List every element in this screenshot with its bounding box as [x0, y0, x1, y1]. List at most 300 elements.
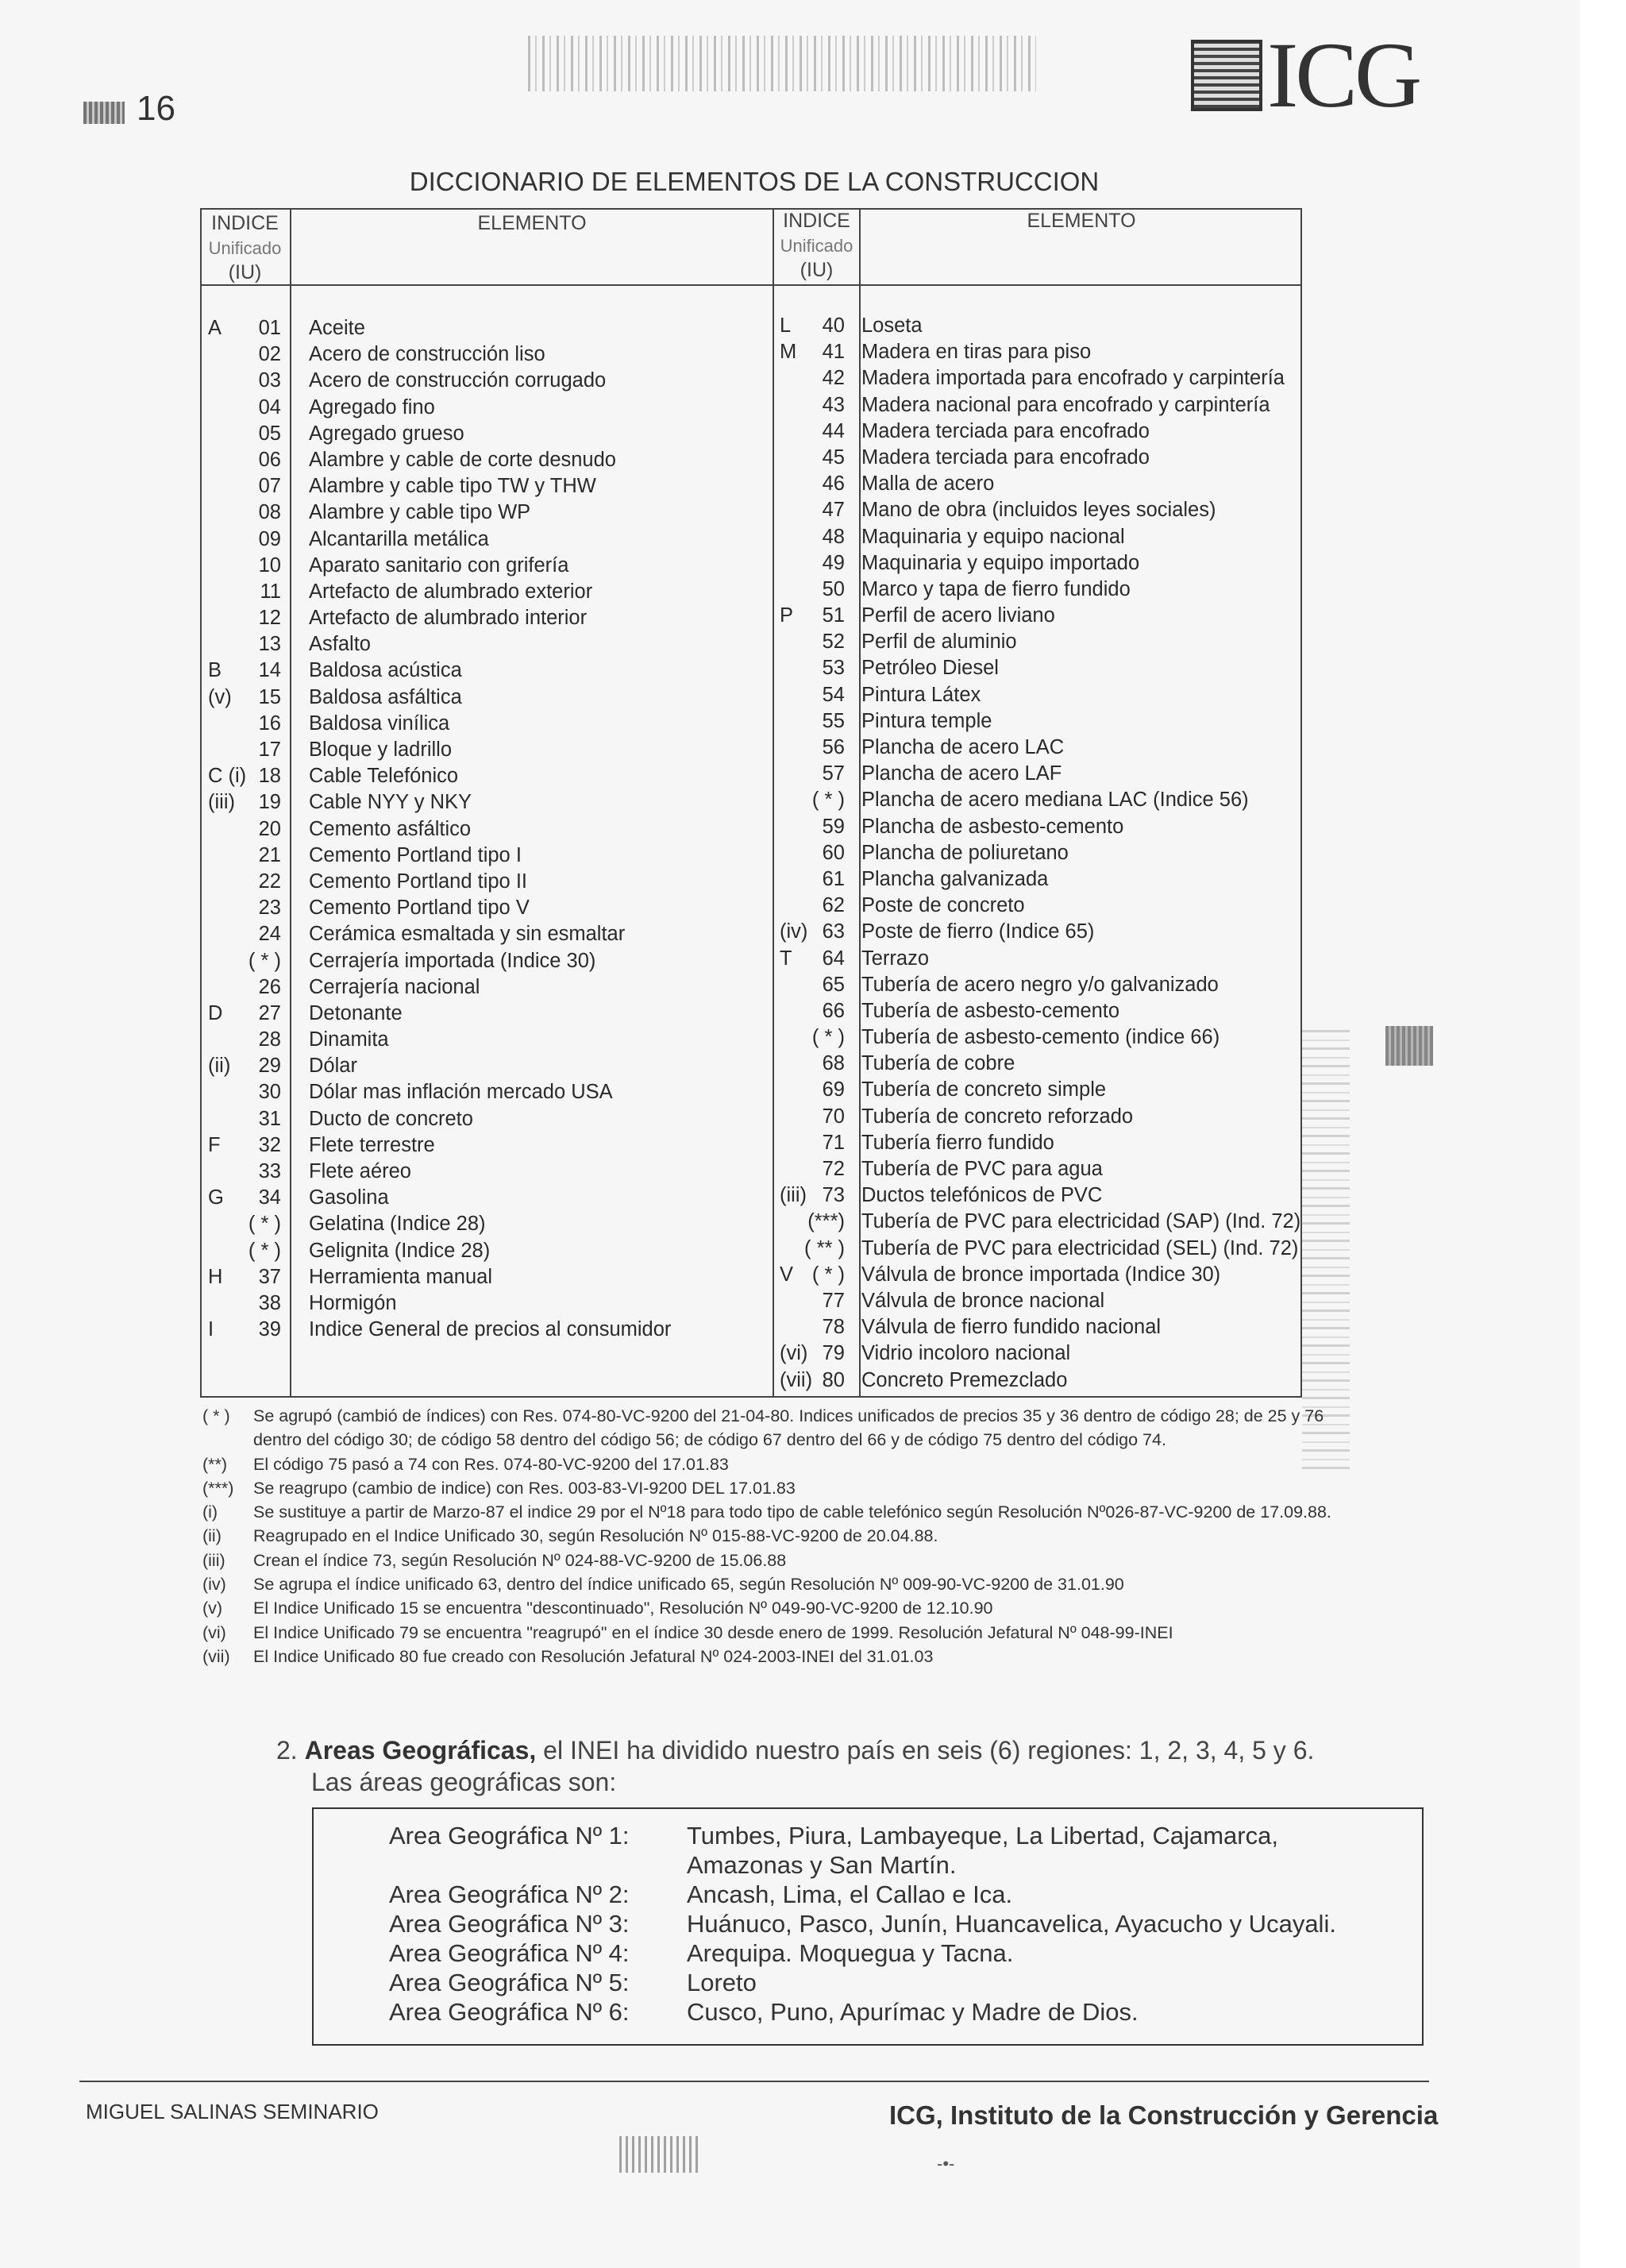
table-row: [208, 1001, 764, 1027]
footer-mark: -•-: [937, 2154, 955, 2174]
row-element: Dólar mas inflación mercado USA: [309, 1081, 613, 1104]
footnotes: [202, 1404, 1362, 1668]
row-index: 68: [822, 1052, 845, 1075]
row-index: 42: [822, 367, 845, 390]
row-element: Tubería de concreto reforzado: [861, 1105, 1134, 1128]
row-index: 41: [822, 341, 845, 364]
row-index: 01: [258, 317, 281, 339]
row-letter: P: [780, 604, 794, 627]
footnote-marker: (vii): [202, 1646, 230, 1666]
row-element: Perfil de acero liviano: [861, 604, 1055, 627]
footnote-text: Se agrupó (cambió de índices) con Res. 074-80-VC-9200 del 21-04-80. Indices unificados de precios 35 y 36 dentro de código 28; de 25 y 76 dentro del código 30; de código 58 dentro del código 56; de código 67 dentro del 66 y de código 75 dentro del código 74.: [253, 1406, 1324, 1450]
row-index: 32: [258, 1133, 281, 1156]
row-element: Ductos telefónicos de PVC: [861, 1184, 1103, 1207]
footnote-text: El código 75 pasó a 74 con Res. 074-80-VC-9200 del 17.01.83: [253, 1454, 729, 1474]
row-index: 03: [258, 369, 281, 392]
row-element: Madera importada para encofrado y carpintería: [861, 367, 1285, 390]
footnote-marker: (iv): [202, 1575, 226, 1595]
row-letter: V: [780, 1263, 794, 1286]
table-row: [208, 1290, 764, 1317]
row-index: (***): [807, 1210, 845, 1233]
table-row: [780, 313, 1304, 339]
header-indice-label: INDICE: [211, 212, 279, 234]
areas-box: [312, 1807, 1424, 2046]
page-number: 16: [137, 89, 175, 128]
row-index: 26: [258, 975, 281, 998]
section-line-2: Las áreas geográficas son:: [311, 1768, 617, 1796]
footer-divider: [79, 2081, 1429, 2082]
area-label: Area Geográfica Nº 3:: [389, 1910, 630, 1938]
row-element: Agregado fino: [309, 395, 435, 418]
row-element: Tubería de acero negro y/o galvanizado: [861, 973, 1219, 996]
row-index: 07: [258, 475, 281, 498]
row-index: 29: [258, 1055, 281, 1078]
row-letter: B: [208, 659, 222, 682]
table-row: [208, 631, 764, 658]
table-row: [780, 603, 1304, 629]
table-row: [780, 708, 1304, 735]
header-elemento-right: ELEMENTO: [1027, 210, 1136, 232]
table-row: [780, 1130, 1304, 1156]
table-row: [208, 711, 764, 737]
footnote: [202, 1621, 1362, 1645]
row-element: Herramienta manual: [309, 1265, 493, 1288]
row-element: Plancha de asbesto-cemento: [861, 815, 1124, 838]
footnote-text: Se reagrupo (cambio de indice) con Res. 003-83-VI-9200 DEL 17.01.83: [253, 1478, 796, 1498]
row-index: 12: [258, 607, 281, 630]
row-index: 72: [822, 1158, 845, 1180]
row-element: Bloque y ladrillo: [309, 739, 453, 761]
row-element: Detonante: [309, 1001, 403, 1024]
table-row: [208, 526, 764, 553]
row-index: 38: [258, 1291, 281, 1314]
table-row: [208, 658, 764, 684]
right-column-rows: [780, 313, 1304, 1394]
footnote-marker: (ii): [202, 1526, 222, 1546]
area-value: Amazonas y San Martín.: [687, 1851, 957, 1879]
row-index: 43: [822, 393, 845, 416]
row-element: Cable Telefónico: [309, 765, 459, 788]
table-row: [780, 1024, 1304, 1051]
header-indice-left: [200, 211, 290, 285]
area-label: Area Geográfica Nº 5:: [389, 1969, 630, 1996]
row-element: Tubería de cobre: [861, 1052, 1015, 1075]
area-value: Huánuco, Pasco, Junín, Huancavelica, Ayacucho y Ucayali.: [687, 1910, 1336, 1938]
row-element: Alambre y cable tipo TW y THW: [309, 475, 596, 498]
row-index: 11: [260, 580, 281, 603]
footer-institute: ICG, Instituto de la Construcción y Gerencia: [889, 2100, 1439, 2130]
row-element: Válvula de bronce nacional: [861, 1289, 1105, 1312]
table-row: [208, 1317, 764, 1343]
table-row: [780, 365, 1304, 392]
row-letter: A: [208, 317, 222, 339]
table-row: [780, 946, 1304, 972]
row-letter: F: [208, 1133, 221, 1156]
footnote: [202, 1404, 1362, 1452]
row-index: 80: [822, 1368, 845, 1391]
row-index: 48: [822, 525, 845, 548]
row-letter: (iii): [208, 791, 235, 814]
table-row: [780, 524, 1304, 550]
row-letter: (vii): [780, 1368, 813, 1391]
row-index: 62: [822, 894, 845, 917]
row-index: 30: [258, 1081, 281, 1104]
section-heading: Areas Geográficas,: [304, 1736, 537, 1765]
row-element: Cerámica esmaltada y sin esmaltar: [309, 923, 626, 946]
footnote-text: El Indice Unificado 15 se encuentra "descontinuado", Resolución Nº 049-90-VC-9200 de 12.10.90: [253, 1599, 993, 1618]
footnote: [202, 1549, 1362, 1572]
row-index: 69: [822, 1078, 845, 1101]
table-row: [208, 579, 764, 605]
row-element: Perfil de aluminio: [861, 631, 1017, 654]
section-areas: [276, 1734, 1372, 1798]
table-row: [208, 685, 764, 711]
section-line-1: [276, 1734, 1372, 1766]
row-letter: G: [208, 1186, 224, 1209]
header-elemento-left: ELEMENTO: [477, 212, 587, 234]
row-element: Loseta: [861, 314, 923, 337]
row-index: 09: [258, 527, 281, 550]
table-row: [208, 473, 764, 499]
table-row: [780, 1104, 1304, 1130]
table-row: [780, 655, 1304, 681]
table-row: [780, 1288, 1304, 1314]
row-letter: M: [780, 341, 797, 364]
table-row: [780, 550, 1304, 577]
area-value: Arequipa. Moquegua y Tacna.: [687, 1939, 1014, 1967]
row-index: 71: [822, 1131, 845, 1154]
row-letter: (iv): [780, 920, 808, 943]
table-row: [780, 1367, 1304, 1394]
row-element: Mano de obra (incluidos leyes sociales): [861, 499, 1216, 522]
scan-artifact: [1385, 1026, 1433, 1066]
row-index: 64: [822, 947, 845, 970]
row-index: 78: [822, 1316, 845, 1339]
table-row: [208, 447, 764, 473]
row-index: 19: [258, 791, 281, 814]
table-row: [208, 499, 764, 526]
globe-icon: [1191, 40, 1262, 111]
row-index: 45: [822, 446, 845, 469]
row-element: Plancha de acero LAF: [861, 762, 1062, 785]
table-row: [780, 972, 1304, 998]
row-index: 70: [822, 1105, 845, 1128]
row-element: Madera terciada para encofrado: [861, 419, 1150, 442]
header-unificado-label: Unificado: [780, 236, 853, 256]
table-row: [208, 605, 764, 631]
footnote: [202, 1452, 1362, 1476]
row-letter: (ii): [208, 1055, 231, 1078]
row-element: Pintura Látex: [861, 683, 981, 706]
table-row: [208, 341, 764, 368]
row-letter: I: [208, 1318, 214, 1341]
table-row: [780, 682, 1304, 708]
row-letter: C (i): [208, 765, 247, 788]
area-label: Area Geográfica Nº 6:: [389, 1998, 630, 2026]
row-element: Asfalto: [309, 633, 371, 656]
row-index: 08: [258, 501, 281, 524]
table-row: [208, 1211, 764, 1237]
row-element: Gelignita (Indice 28): [309, 1239, 491, 1262]
table-row: [780, 735, 1304, 761]
table-row: [780, 339, 1304, 365]
row-element: Tubería de asbesto-cemento: [861, 999, 1120, 1022]
row-element: Maquinaria y equipo importado: [861, 551, 1140, 574]
row-index: 21: [258, 843, 281, 866]
row-element: Plancha de poliuretano: [861, 841, 1069, 864]
row-index: 31: [258, 1107, 281, 1130]
row-index: 57: [822, 762, 845, 785]
row-element: Plancha de acero LAC: [861, 736, 1065, 758]
row-element: Madera nacional para encofrado y carpintería: [861, 393, 1270, 416]
table-row: [208, 421, 764, 447]
row-element: Plancha de acero mediana LAC (Indice 56): [861, 789, 1249, 812]
row-index: 28: [258, 1028, 281, 1051]
row-index: ( * ): [811, 1026, 845, 1049]
footnote-text: Crean el índice 73, según Resolución Nº 024-88-VC-9200 de 15.06.88: [253, 1550, 787, 1570]
row-element: Baldosa acústica: [309, 659, 462, 682]
table-row: [780, 919, 1304, 945]
table-row: [780, 392, 1304, 418]
footer-author: MIGUEL SALINAS SEMINARIO: [86, 2100, 379, 2123]
table-row: [208, 1053, 764, 1079]
table-row: [780, 1077, 1304, 1103]
table-row: [208, 1238, 764, 1264]
footnote-marker: (vi): [202, 1622, 226, 1642]
row-element: Artefacto de alumbrado interior: [309, 607, 588, 630]
row-element: Dólar: [309, 1055, 357, 1078]
header-iu-label: (IU): [228, 261, 262, 284]
row-element: Madera en tiras para piso: [861, 341, 1092, 364]
row-index: 14: [258, 659, 281, 682]
row-letter: D: [208, 1001, 223, 1024]
footnote: [202, 1524, 1362, 1548]
row-index: 02: [258, 343, 281, 366]
area-value: Loreto: [687, 1969, 757, 1996]
row-element: Flete terrestre: [309, 1133, 435, 1156]
header-unificado-label: Unificado: [208, 238, 282, 258]
footnote-text: El Indice Unificado 79 se encuentra "reagrupó" en el índice 30 desde enero de 1999. Resolución Jefatural Nº 048-99-INEI: [253, 1622, 1173, 1642]
table-row: [208, 895, 764, 921]
table-row: [208, 1159, 764, 1185]
footnote-text: Se sustituye a partir de Marzo-87 el indice 29 por el Nº18 para todo tipo de cable telefónico según Resolución Nº026-87-VC-9200 de 17.09.88.: [253, 1502, 1331, 1522]
area-label: Area Geográfica Nº 1:: [389, 1822, 630, 1850]
table-row: [780, 577, 1304, 603]
row-element: Aceite: [309, 317, 365, 339]
row-index: 60: [822, 841, 845, 864]
row-index: 34: [258, 1186, 281, 1209]
row-index: 63: [822, 920, 845, 943]
table-row: [780, 1340, 1304, 1367]
row-index: 53: [822, 657, 845, 680]
table-title: DICCIONARIO DE ELEMENTOS DE LA CONSTRUCCION: [409, 167, 1100, 196]
row-letter: T: [780, 947, 792, 970]
row-element: Cable NYY y NKY: [309, 791, 472, 814]
area-value: Cusco, Puno, Apurímac y Madre de Dios.: [687, 1998, 1139, 2026]
footnote-text: Reagrupado en el Indice Unificado 30, según Resolución Nº 015-88-VC-9200 de 20.04.88.: [253, 1526, 938, 1546]
table-row: [208, 948, 764, 974]
footnote-marker: (iii): [202, 1550, 225, 1570]
row-element: Cemento Portland tipo V: [309, 897, 530, 920]
scan-artifact: [1302, 1024, 1350, 1469]
scan-artifact: [528, 36, 1036, 91]
table-row: [208, 869, 764, 895]
row-index: 06: [258, 448, 281, 471]
row-element: Aparato sanitario con grifería: [309, 554, 569, 577]
row-index: 37: [258, 1265, 281, 1288]
row-element: Tubería de asbesto-cemento (indice 66): [861, 1026, 1220, 1049]
table-row: [780, 1262, 1304, 1288]
footnote-text: Se agrupa el índice unificado 63, dentro del índice unificado 65, según Resolución Nº 009-90-VC-9200 de 31.01.90: [253, 1575, 1124, 1595]
row-index: 52: [822, 631, 845, 654]
table-row: [780, 1236, 1304, 1262]
row-index: 44: [822, 419, 845, 442]
table-row: [780, 471, 1304, 497]
scan-artifact: [619, 2136, 699, 2173]
area-label: Area Geográfica Nº 4:: [389, 1939, 630, 1967]
row-index: 66: [822, 999, 845, 1022]
table-row: [208, 763, 764, 789]
row-index: 33: [258, 1160, 281, 1182]
row-element: Baldosa asfáltica: [309, 685, 462, 708]
row-element: Indice General de precios al consumidor: [309, 1318, 672, 1341]
row-element: Alambre y cable de corte desnudo: [309, 448, 616, 471]
table-row: [780, 787, 1304, 813]
row-element: Válvula de fierro fundido nacional: [861, 1316, 1162, 1339]
footnote-marker: ( * ): [202, 1406, 230, 1425]
row-element: Terrazo: [861, 947, 930, 970]
table-row: [208, 1185, 764, 1211]
table-row: [208, 789, 764, 816]
table-row: [208, 553, 764, 579]
section-number: 2.: [276, 1736, 298, 1765]
table-row: [208, 1106, 764, 1132]
row-index: 79: [822, 1342, 845, 1365]
row-element: Artefacto de alumbrado exterior: [309, 580, 593, 603]
left-column-rows: [208, 315, 764, 1343]
row-element: Baldosa vinílica: [309, 712, 450, 735]
row-index: 10: [258, 554, 281, 577]
row-index: ( * ): [811, 1263, 845, 1286]
row-index: 59: [822, 815, 845, 838]
row-index: 55: [822, 709, 845, 732]
row-letter: (v): [208, 685, 232, 708]
row-index: 65: [822, 973, 845, 996]
table-row: [208, 974, 764, 1001]
header-indice-label: INDICE: [783, 210, 850, 232]
row-index: 24: [258, 923, 281, 946]
row-element: Cerrajería importada (Indice 30): [309, 949, 596, 972]
row-letter: (vi): [780, 1342, 808, 1365]
logo-text: ICG: [1267, 23, 1420, 127]
header-indice-right: [774, 209, 859, 283]
row-index: 13: [258, 633, 281, 656]
row-element: Cerrajería nacional: [309, 975, 480, 998]
footnote: [202, 1596, 1362, 1620]
table-row: [780, 1314, 1304, 1340]
row-index: 23: [258, 897, 281, 920]
row-element: Gasolina: [309, 1186, 389, 1209]
row-index: 50: [822, 577, 845, 600]
page-number-icon: [83, 102, 125, 124]
table-row: [780, 418, 1304, 445]
table-row: [208, 737, 764, 763]
row-index: 17: [258, 739, 281, 761]
row-index: ( * ): [811, 789, 845, 812]
row-element: Tubería de PVC para agua: [861, 1158, 1103, 1180]
footnote-text: El Indice Unificado 80 fue creado con Resolución Jefatural Nº 024-2003-INEI del 31.01.03: [253, 1646, 934, 1666]
row-index: 39: [258, 1318, 281, 1341]
table-header-divider: [200, 284, 1302, 286]
row-element: Poste de fierro (Indice 65): [861, 920, 1095, 943]
row-index: 54: [822, 683, 845, 706]
table-row: [780, 893, 1304, 919]
table-row: [780, 1051, 1304, 1077]
row-index: 49: [822, 551, 845, 574]
row-element: Tubería fierro fundido: [861, 1131, 1054, 1154]
area-value: Ancash, Lima, el Callao e Ica.: [687, 1880, 1013, 1908]
row-index: 46: [822, 472, 845, 496]
row-index: 27: [258, 1001, 281, 1024]
row-element: Válvula de bronce importada (Indice 30): [861, 1263, 1221, 1286]
row-letter: H: [208, 1265, 223, 1288]
row-element: Madera terciada para encofrado: [861, 446, 1150, 469]
row-element: Tubería de PVC para electricidad (SEL) (Ind. 72): [861, 1236, 1299, 1259]
footnote-marker: (v): [202, 1599, 223, 1618]
row-element: Hormigón: [309, 1291, 397, 1314]
table-row: [208, 1027, 764, 1053]
row-index: 18: [258, 765, 281, 788]
footnote-marker: (i): [202, 1502, 218, 1522]
table-row: [208, 368, 764, 394]
header-iu-label: (IU): [800, 259, 834, 281]
table-row: [780, 814, 1304, 840]
table-row: [780, 998, 1304, 1024]
row-element: Plancha galvanizada: [861, 867, 1049, 890]
footnote: [202, 1572, 1362, 1596]
row-index: ( * ): [248, 1239, 281, 1262]
row-element: Acero de construcción liso: [309, 343, 545, 366]
row-element: Acero de construcción corrugado: [309, 369, 607, 392]
row-index: 51: [822, 604, 845, 627]
footnote: [202, 1645, 1362, 1668]
row-index: 05: [258, 422, 281, 445]
row-element: Dinamita: [309, 1028, 389, 1051]
row-index: 15: [258, 685, 281, 708]
row-index: 20: [258, 817, 281, 840]
table-row: [780, 1182, 1304, 1209]
row-element: Tubería de concreto simple: [861, 1078, 1107, 1101]
table-row: [780, 1156, 1304, 1182]
row-element: Cemento Portland tipo II: [309, 870, 527, 893]
row-element: Petróleo Diesel: [861, 657, 999, 680]
table-row: [780, 629, 1304, 655]
row-element: Concreto Premezclado: [861, 1368, 1068, 1391]
row-element: Poste de concreto: [861, 894, 1025, 917]
row-element: Agregado grueso: [309, 422, 464, 445]
section-text: el INEI ha dividido nuestro país en seis (6) regiones: 1, 2, 3, 4, 5 y 6.: [543, 1736, 1315, 1765]
row-index: 04: [258, 395, 281, 418]
row-element: Alcantarilla metálica: [309, 527, 489, 550]
row-index: ( ** ): [804, 1236, 845, 1259]
row-element: Cemento Portland tipo I: [309, 843, 522, 866]
row-element: Malla de acero: [861, 472, 995, 496]
table-row: [208, 921, 764, 947]
page-edge: [1580, 0, 1626, 2268]
column-divider: [773, 208, 774, 1398]
icg-logo: [1191, 23, 1420, 127]
table-row: [208, 315, 764, 341]
